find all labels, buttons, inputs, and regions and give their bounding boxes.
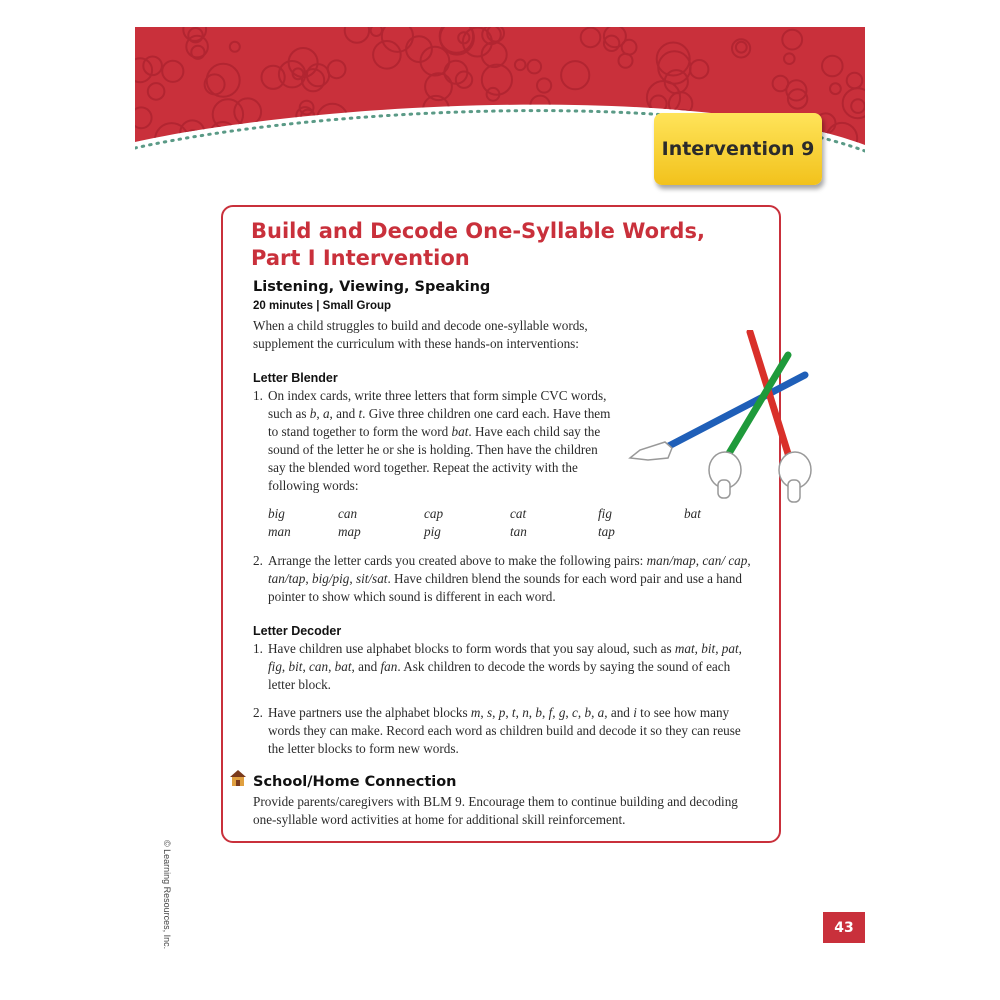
word-list — [268, 505, 738, 541]
intervention-tab — [654, 113, 822, 185]
blender-item-2-number: 2. — [253, 553, 263, 568]
copyright-notice: © Learning Resources, Inc. — [162, 840, 172, 950]
word: can — [338, 506, 358, 521]
word: tan — [510, 524, 527, 539]
title-line-2: Part I Intervention — [251, 246, 470, 270]
intervention-tab-label: Intervention 9 — [661, 138, 815, 160]
blender-item-1-text: On index cards, write three letters that form simple CVC words, such as b, a, and t. Give three children one card each. Have them to stand together to form the word bat. Have each child say the sound of the letter he or she is holding. Then have the children say the blended word together. Repeat the activity with the following words: — [268, 388, 611, 493]
home-connection-heading: School/Home Connection — [253, 774, 457, 790]
word: fig — [598, 506, 612, 521]
word-row-1 — [268, 505, 738, 523]
word: man — [268, 524, 291, 539]
section-heading: Listening, Viewing, Speaking — [253, 279, 491, 295]
word: cat — [510, 506, 527, 521]
word: tap — [598, 524, 615, 539]
decoder-item-2-text: Have partners use the alphabet blocks m, s, p, t, n, b, f, g, c, b, a, and i to see how many words they can make. Record each word as children build and decode it so they can reuse the letter blocks to form new words. — [268, 705, 741, 756]
page-number: 43 — [823, 912, 865, 943]
hand-pointers-illustration — [620, 330, 825, 510]
home-connection-text: Provide parents/caregivers with BLM 9. Encourage them to continue building and decoding one-syllable word activities at home for additional skill reinforcement. — [253, 794, 738, 827]
blender-item-2-text: Arrange the letter cards you created above to make the following pairs: man/map, can/ cap, tan/tap, big/pig, sit/sat. Have children blend the sounds for each word pair and use a hand pointer to show which sound is different in each word. — [268, 553, 751, 604]
word: big — [268, 506, 285, 521]
blender-item-1-number: 1. — [253, 388, 263, 403]
intro-paragraph: When a child struggles to build and decode one-syllable words, supplement the curriculum with these hands-on interventions: — [253, 318, 588, 351]
decoder-item-1-text: Have children use alphabet blocks to form words that you say aloud, such as mat, bit, pat, fig, bit, can, bat, and fan. Ask children to decode the words by saying the sound of each letter block. — [268, 641, 742, 692]
word: pig — [424, 524, 441, 539]
decoder-item-2-number: 2. — [253, 705, 263, 720]
word-row-2 — [268, 523, 738, 541]
duration-group-meta: 20 minutes | Small Group — [253, 300, 392, 312]
word: map — [338, 524, 361, 539]
letter-blender-heading: Letter Blender — [253, 371, 338, 385]
letter-decoder-heading: Letter Decoder — [253, 624, 342, 638]
page-title — [251, 218, 751, 272]
word: bat — [684, 506, 701, 521]
word: cap — [424, 506, 444, 521]
house-icon — [229, 769, 247, 787]
decoder-item-1-number: 1. — [253, 641, 263, 656]
title-line-1: Build and Decode One-Syllable Words, — [251, 219, 705, 243]
